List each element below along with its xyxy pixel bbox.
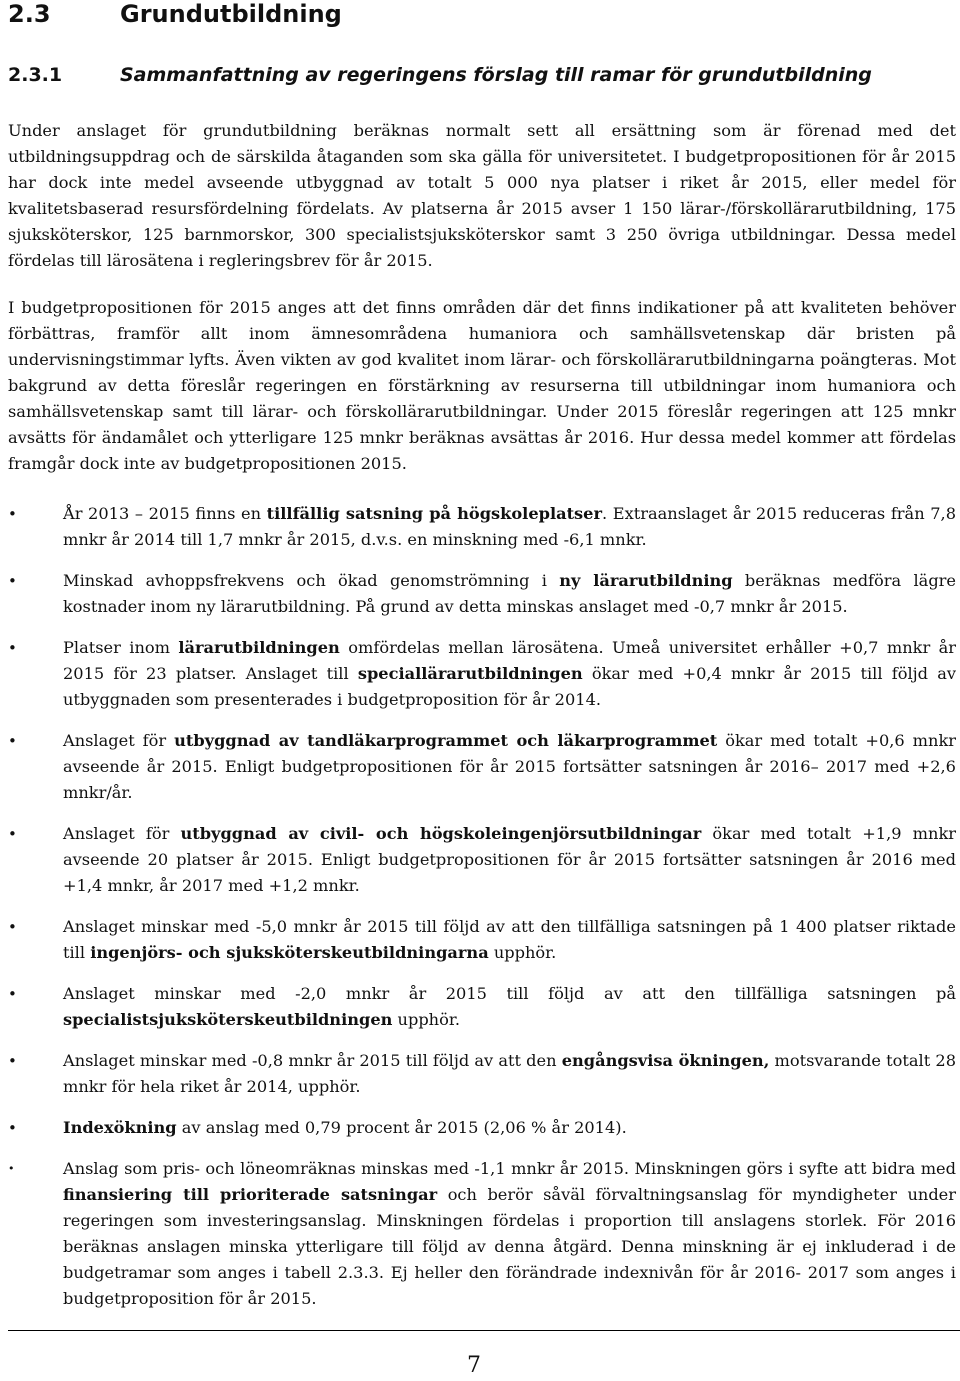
subsection-heading: [8, 64, 872, 86]
list-item: [8, 821, 956, 899]
list-item: [8, 635, 956, 713]
bold-term: engångsvisa ökningen,: [561, 1051, 770, 1070]
list-item-text: av anslag med 0,79 procent år 2015 (2,06 % år 2014).: [176, 1118, 627, 1137]
bullet-marker: •: [8, 825, 17, 843]
list-item: [8, 501, 956, 553]
list-item-text: omfördelas mellan lärosätena. Umeå universitet erhåller +0,7 mnkr år 2015 för 23 platser. Anslaget till: [63, 638, 956, 683]
list-item-text: Anslaget för: [63, 824, 181, 843]
bullet-marker: •: [8, 985, 17, 1003]
list-item: [8, 914, 956, 966]
body-text: [8, 118, 956, 1327]
bullet-marker: •: [8, 918, 17, 936]
bullet-marker: •: [8, 1119, 17, 1137]
page-number: 7: [467, 1353, 481, 1378]
bold-term: utbyggnad av tandläkarprogrammet och läkarprogrammet: [174, 731, 718, 750]
list-item-text: ökar med +0,4 mnkr år 2015 till följd av utbyggnaden som presenterades i budgetproposition för år 2014.: [63, 664, 957, 709]
bullet-list: [8, 501, 956, 1312]
list-item: [8, 728, 956, 806]
list-item-text: Anslaget minskar med -5,0 mnkr år 2015 till följd av att den tillfälliga satsningen på 1 400 platser riktade till: [63, 917, 956, 962]
section-title: Grundutbildning: [120, 0, 342, 28]
list-item: [8, 568, 956, 620]
list-item-text: Platser inom: [63, 638, 179, 657]
bold-term: speciallärarutbildningen: [357, 664, 583, 683]
list-item-text: Minskad avhoppsfrekvens och ökad genomströmning i: [63, 571, 560, 590]
bold-term: Indexökning: [63, 1118, 177, 1137]
list-item-text: Anslaget minskar med -0,8 mnkr år 2015 till följd av att den: [63, 1051, 562, 1070]
footer-divider: [8, 1330, 960, 1331]
list-item-text: . Extraanslaget år 2015 reduceras från 7,8 mnkr år 2014 till 1,7 mnkr år 2015, d.v.s. en minskning med -6,1 mnkr.: [63, 504, 956, 549]
list-item-text: Anslaget för: [63, 731, 175, 750]
bullet-marker: •: [8, 732, 17, 750]
list-item-text: upphör.: [488, 943, 557, 962]
list-item-text: ökar med totalt +1,9 mnkr avseende 20 platser år 2015. Enligt budgetpropositionen för år 2015 fortsätter satsningen år 2016 med +1,4 mnkr, år 2017 med +1,2 mnkr.: [63, 824, 956, 895]
bold-term: lärarutbildningen: [178, 638, 340, 657]
subsection-title: Sammanfattning av regeringens förslag till ramar för grundutbildning: [120, 64, 872, 86]
bullet-marker: •: [8, 639, 17, 657]
bold-term: ingenjörs- och sjuksköterskeutbildningarna: [90, 943, 489, 962]
paragraph-1: Under anslaget för grundutbildning beräknas normalt sett all ersättning som är förenad med det utbildningsuppdrag och de särskilda åtaganden som ska gälla för universitetet. I budgetpropositionen för år 2015 har dock inte medel avseende utbyggnad av totalt 5 000 nya platser i riket år 2015, eller medel för kvalitetsbaserad resursfördelning fördelats. Av platserna år 2015 avser 1 150 lärar-/förskollärarutbildning, 175 sjuksköterskor, 125 barnmorskor, 300 specialistsjuksköterskor samt 3 250 övriga utbildningar. Dessa medel fördelas till lärosätena i regleringsbrev för år 2015.: [8, 121, 956, 270]
list-item: [8, 981, 956, 1033]
section-heading: [8, 0, 342, 28]
list-item: [8, 1115, 956, 1141]
bold-term: ny lärarutbildning: [559, 571, 733, 590]
list-item-text: upphör.: [392, 1010, 460, 1029]
bold-term: specialistsjuksköterskeutbildningen: [63, 1010, 393, 1029]
list-item-text: År 2013 – 2015 finns en: [63, 504, 267, 523]
list-item-text: ökar med totalt +0,6 mnkr avseende år 2015. Enligt budgetpropositionen för år 2015 fortsätter satsningen år 2016– 2017 med +2,6 mnkr/år.: [63, 731, 957, 802]
bold-term: finansiering till prioriterade satsningar: [63, 1185, 438, 1204]
bullet-marker: •: [8, 505, 17, 523]
list-item-text: motsvarande totalt 28 mnkr för hela riket år 2014, upphör.: [63, 1051, 956, 1096]
bullet-marker: •: [8, 1162, 15, 1175]
list-item: [8, 1048, 956, 1100]
list-item-text: Anslag som pris- och löneomräknas minskas med -1,1 mnkr år 2015. Minskningen görs i syfte att bidra med: [63, 1159, 956, 1178]
bold-term: utbyggnad av civil- och högskoleingenjörsutbildningar: [180, 824, 702, 843]
list-item: [8, 1156, 956, 1312]
list-item-text: beräknas medföra lägre kostnader inom ny lärarutbildning. På grund av detta minskas anslaget med -0,7 mnkr år 2015.: [63, 571, 957, 616]
subsection-number: 2.3.1: [8, 64, 63, 86]
bullet-marker: •: [8, 572, 17, 590]
list-item-text: och berör såväl förvaltningsanslag för myndigheter under regeringen som investeringsanslag. Minskningen fördelas i proportion till anslagens storlek. För 2016 beräknas anslagen minska ytterligare till följd av denna åtgärd. Denna minskning är ej inkluderad i de budgetramar som anges i tabell 2.3.3. Ej heller den förändrade indexnivån för år 2016- 2017 som anges i budgetproposition för år 2015.: [63, 1185, 956, 1308]
paragraph-2: I budgetpropositionen för 2015 anges att det finns områden där det finns indikationer på att kvaliteten behöver förbättras, framför allt inom ämnesområdena humaniora och samhällsvetenskap där bristen på undervisningstimmar lyfts. Även vikten av god kvalitet inom lärar- och förskollärarutbildningarna poängteras. Mot bakgrund av detta föreslår regeringen en förstärkning av resurserna till utbildningar inom humaniora och samhällsvetenskap samt till lärar- och förskollärarutbildningar. Under 2015 föreslår regeringen att 125 mnkr avsätts för ändamålet och ytterligare 125 mnkr beräknas avsättas år 2016. Hur dessa medel kommer att fördelas framgår dock inte av budgetpropositionen 2015.: [8, 298, 956, 473]
bold-term: tillfällig satsning på högskoleplatser: [266, 504, 602, 523]
list-item-text: Anslaget minskar med -2,0 mnkr år 2015 till följd av att den tillfälliga satsningen på: [63, 984, 956, 1003]
section-number: 2.3: [8, 0, 51, 28]
bullet-marker: •: [8, 1052, 17, 1070]
